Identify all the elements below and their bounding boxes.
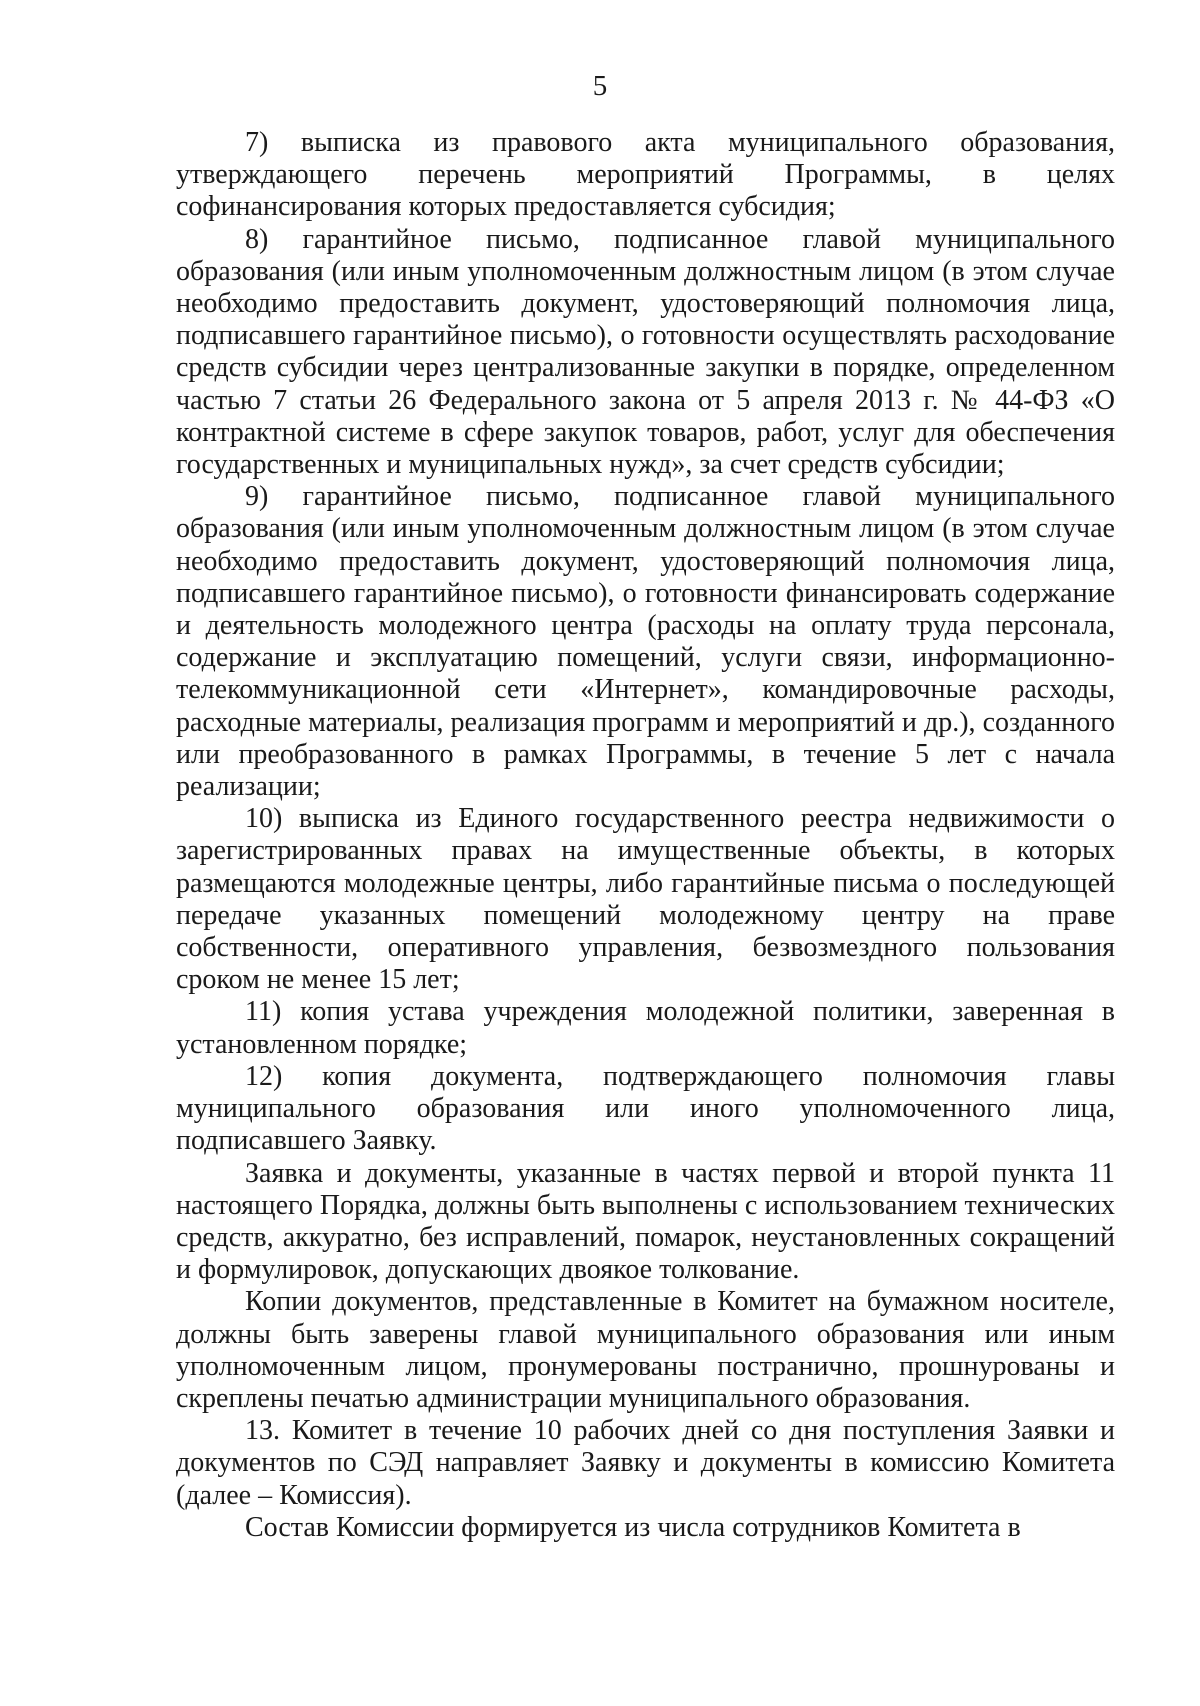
paragraph-item-12: 12) копия документа, подтверждающего полномочия главы муниципального образования или иного уполномоченного лица, подписавшего Заявку. [176, 1060, 1115, 1157]
document-body [176, 127, 1115, 1544]
paragraph-application-requirements: Заявка и документы, указанные в частях первой и второй пункта 11 настоящего Порядка, должны быть выполнены с использованием технических средств, аккуратно, без исправлений, помарок, неустановленных сокращений и формулировок, допускающих двоякое толкование. [176, 1157, 1115, 1286]
paragraph-item-9: 9) гарантийное письмо, подписанное главой муниципального образования (или иным уполномоченным должностным лицом (в этом случае необходимо предоставить документ, удостоверяющий полномочия лица, подписавшего гарантийное письмо), о готовности финансировать содержание и деятельность молодежного центра (расходы на оплату труда персонала, содержание и эксплуатацию помещений, услуги связи, информационно-телекоммуникационной сети «Интернет», командировочные расходы, расходные материалы, реализация программ и мероприятий и др.), созданного или преобразованного в рамках Программы, в течение 5 лет с начала реализации; [176, 481, 1115, 803]
paragraph-copies-certification: Копии документов, представленные в Комитет на бумажном носителе, должны быть заверены главой муниципального образования или иным уполномоченным лицом, пронумерованы постранично, прошнурованы и скреплены печатью администрации муниципального образования. [176, 1286, 1115, 1414]
paragraph-commission-composition: Состав Комиссии формируется из числа сотрудников Комитета в [245, 1511, 1021, 1543]
paragraph-point-13: 13. Комитет в течение 10 рабочих дней со дня поступления Заявки и документов по СЭД направляет Заявку и документы в комиссию Комитета (далее – Комиссия). [176, 1415, 1115, 1511]
page-number: 5 [592, 70, 608, 102]
paragraph-item-8: 8) гарантийное письмо, подписанное главой муниципального образования (или иным уполномоченным должностным лицом (в этом случае необходимо предоставить документ, удостоверяющий полномочия лица, подписавшего гарантийное письмо), о готовности осуществлять расходование средств субсидии через централизованные закупки в порядке, определенном частью 7 статьи 26 Федерального закона от 5 апреля 2013 г. № 44-ФЗ «О контрактной системе в сфере закупок товаров, работ, услуг для обеспечения государственных и муниципальных нужд», за счет средств субсидии; [176, 223, 1115, 481]
paragraph-item-7: 7) выписка из правового акта муниципального образования, утверждающего перечень мероприятий Программы, в целях софинансирования которых предоставляется субсидия; [176, 127, 1115, 223]
paragraph-item-10: 10) выписка из Единого государственного реестра недвижимости о зарегистрированных правах на имущественные объекты, в которых размещаются молодежные центры, либо гарантийные письма о последующей передаче указанных помещений молодежному центру на праве собственности, оперативного управления, безвозмездного пользования сроком не менее 15 лет; [176, 803, 1115, 996]
paragraph-item-11: 11) копия устава учреждения молодежной политики, заверенная в установленном порядке; [176, 996, 1115, 1060]
